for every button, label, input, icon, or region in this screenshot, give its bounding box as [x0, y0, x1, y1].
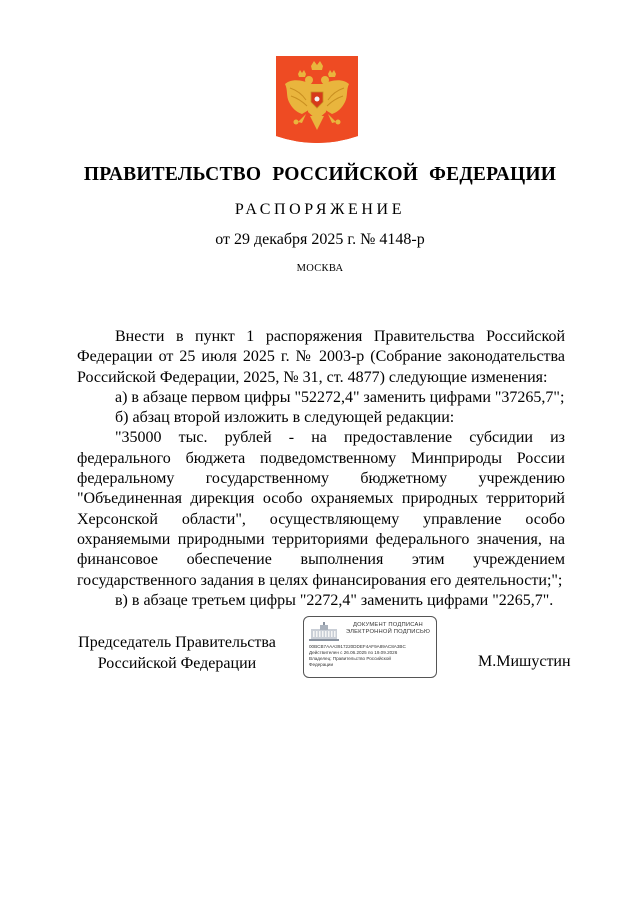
document-body	[77, 327, 565, 611]
certificate-validity: Действителен с 26.06.2025 по 19.09.2026	[309, 650, 398, 655]
body-paragraph: Внести в пункт 1 распоряжения Правительства Российской Федерации от 25 июля 2025 г. № 2003-р (Собрание законодательства Российской Федерации, 2025, № 31, ст. 4877) следующие изменения:	[77, 328, 565, 386]
coat-of-arms-emblem	[276, 56, 358, 144]
signer-name: М.Мишустин	[478, 653, 571, 670]
government-title: ПРАВИТЕЛЬСТВО РОССИЙСКОЙ ФЕДЕРАЦИИ	[83, 164, 557, 185]
document-date-number: от 29 декабря 2025 г. № 4148-р	[215, 231, 425, 248]
stamp-title: ДОКУМЕНТ ПОДПИСАН ЭЛЕКТРОННОЙ ПОДПИСЬЮ	[345, 622, 431, 635]
electronic-signature-stamp	[303, 616, 437, 678]
document-type: РАСПОРЯЖЕНИЕ	[234, 201, 406, 218]
signer-position-line: Российской Федерации	[97, 654, 257, 672]
certificate-owner: Владелец: Правительство Российской	[309, 656, 391, 661]
body-paragraph: а) в абзаце первом цифры "52272,4" заменить цифрами "37265,7";	[115, 388, 565, 406]
body-paragraph: б) абзац второй изложить в следующей редакции:	[115, 409, 455, 427]
signer-position	[77, 633, 277, 674]
body-paragraph: в) в абзаце третьем цифры "2272,4" заменить цифрами "2265,7".	[115, 591, 554, 609]
certificate-owner: Федерации	[309, 662, 334, 667]
certificate-number: 00BCB7AAA3917220DDEF4AF9A89AC8A3BC	[309, 644, 406, 649]
stamp-details	[309, 644, 435, 668]
signer-position-line: Председатель Правительства	[78, 634, 276, 651]
body-paragraph: "35000 тыс. рублей - на предоставление субсидии из федерального бюджета подведомственному Минприроды России федеральному государственному бюджетному учреждению "Объединенная дирекция особо охраняемых природных территорий Херсонской области", осуществляющему управление особо охраняемыми природными территориями федерального значения, на финансовое обеспечение выполнения этим учреждением государственного задания в целях финансирования его деятельности;";	[77, 429, 565, 589]
government-building-icon	[309, 621, 339, 641]
document-city: МОСКВА	[296, 263, 344, 274]
